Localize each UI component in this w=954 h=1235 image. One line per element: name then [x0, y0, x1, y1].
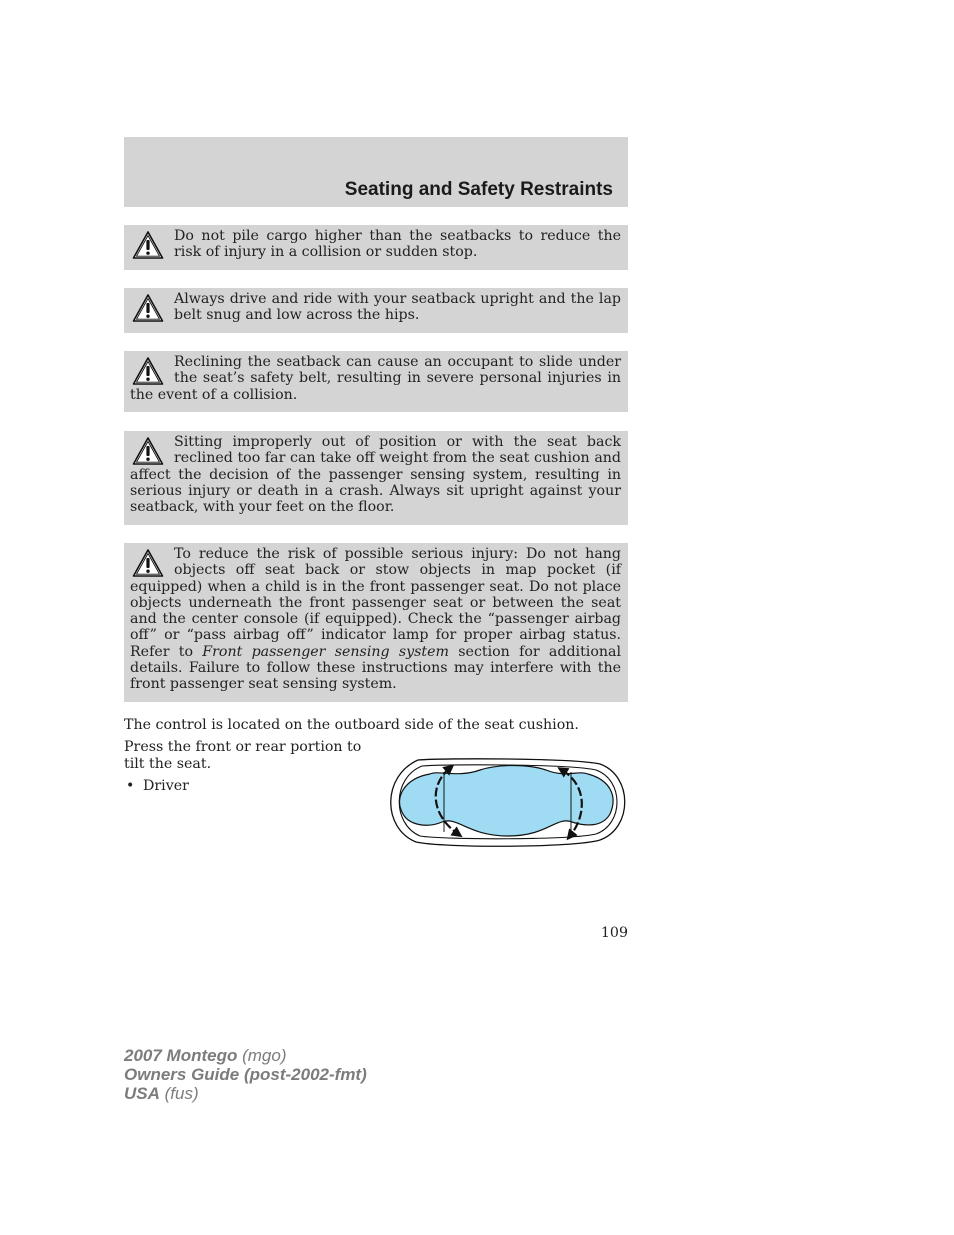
- warning-text-part: section for additional details. Failure to follow these instructions may interfere with the front passenger seat sensing system.: [130, 643, 621, 693]
- document-footer: [124, 1046, 367, 1103]
- warning-text-part: To reduce the risk of possible serious injury: Do not hang objects off seat back or stow objects in map pocket (if equipped) when a child is in the front passenger seat. Do not place objects underneath the front passenger seat or between the seat and the center console (if equipped). Check the “passenger airbag off” or “pass airbag off” indicator lamp for proper airbag status. Refer to: [130, 546, 621, 660]
- warning-box: [124, 431, 628, 525]
- instruction-text: Press the front or rear portion to tilt the seat.: [124, 739, 362, 772]
- control-location-text: The control is located on the outboard side of the seat cushion.: [124, 717, 579, 733]
- bullet-item: [126, 778, 189, 795]
- footer-guide: Owners Guide (post-2002-fmt): [124, 1065, 367, 1084]
- page-number: 109: [600, 925, 628, 941]
- footer-model-line: [124, 1046, 367, 1065]
- warning-box: [124, 543, 628, 702]
- warning-triangle-icon: [132, 436, 164, 466]
- warning-box: [124, 225, 628, 270]
- footer-model-code: (mgo): [242, 1046, 287, 1065]
- warning-text: Do not pile cargo higher than the seatbacks to reduce the risk of injury in a collision or sudden stop.: [174, 228, 621, 261]
- footer-market-code: (fus): [164, 1084, 199, 1103]
- bullet-dot: •: [126, 778, 135, 794]
- warning-box: [124, 351, 628, 412]
- warning-text: Always drive and ride with your seatback upright and the lap belt snug and low across the hips.: [174, 291, 621, 324]
- warning-cross-reference: Front passenger sensing system: [202, 643, 449, 660]
- warning-text: Sitting improperly out of position or with the seat back reclined too far can take off weight from the seat cushion and affect the decision of the passenger sensing system, resulting in serious injury or death in a crash. Always sit upright against your seatback, with your feet on the floor.: [130, 434, 621, 516]
- warning-box: [124, 288, 628, 333]
- warning-triangle-icon: [132, 293, 164, 323]
- bullet-label: Driver: [143, 778, 189, 794]
- warning-text: [130, 546, 621, 693]
- section-title: Seating and Safety Restraints: [344, 179, 613, 200]
- footer-guide-line: [124, 1065, 367, 1084]
- footer-market: USA: [124, 1084, 160, 1103]
- warning-text: Reclining the seatback can cause an occupant to slide under the seat’s safety belt, resulting in severe personal injuries in the event of a collision.: [130, 354, 621, 403]
- warning-triangle-icon: [132, 356, 164, 386]
- footer-market-line: [124, 1084, 367, 1103]
- footer-model: 2007 Montego: [124, 1046, 238, 1065]
- warning-triangle-icon: [132, 230, 164, 260]
- warning-triangle-icon: [132, 548, 164, 578]
- seat-tilt-control-icon: [388, 756, 628, 848]
- section-header-band: [124, 137, 628, 207]
